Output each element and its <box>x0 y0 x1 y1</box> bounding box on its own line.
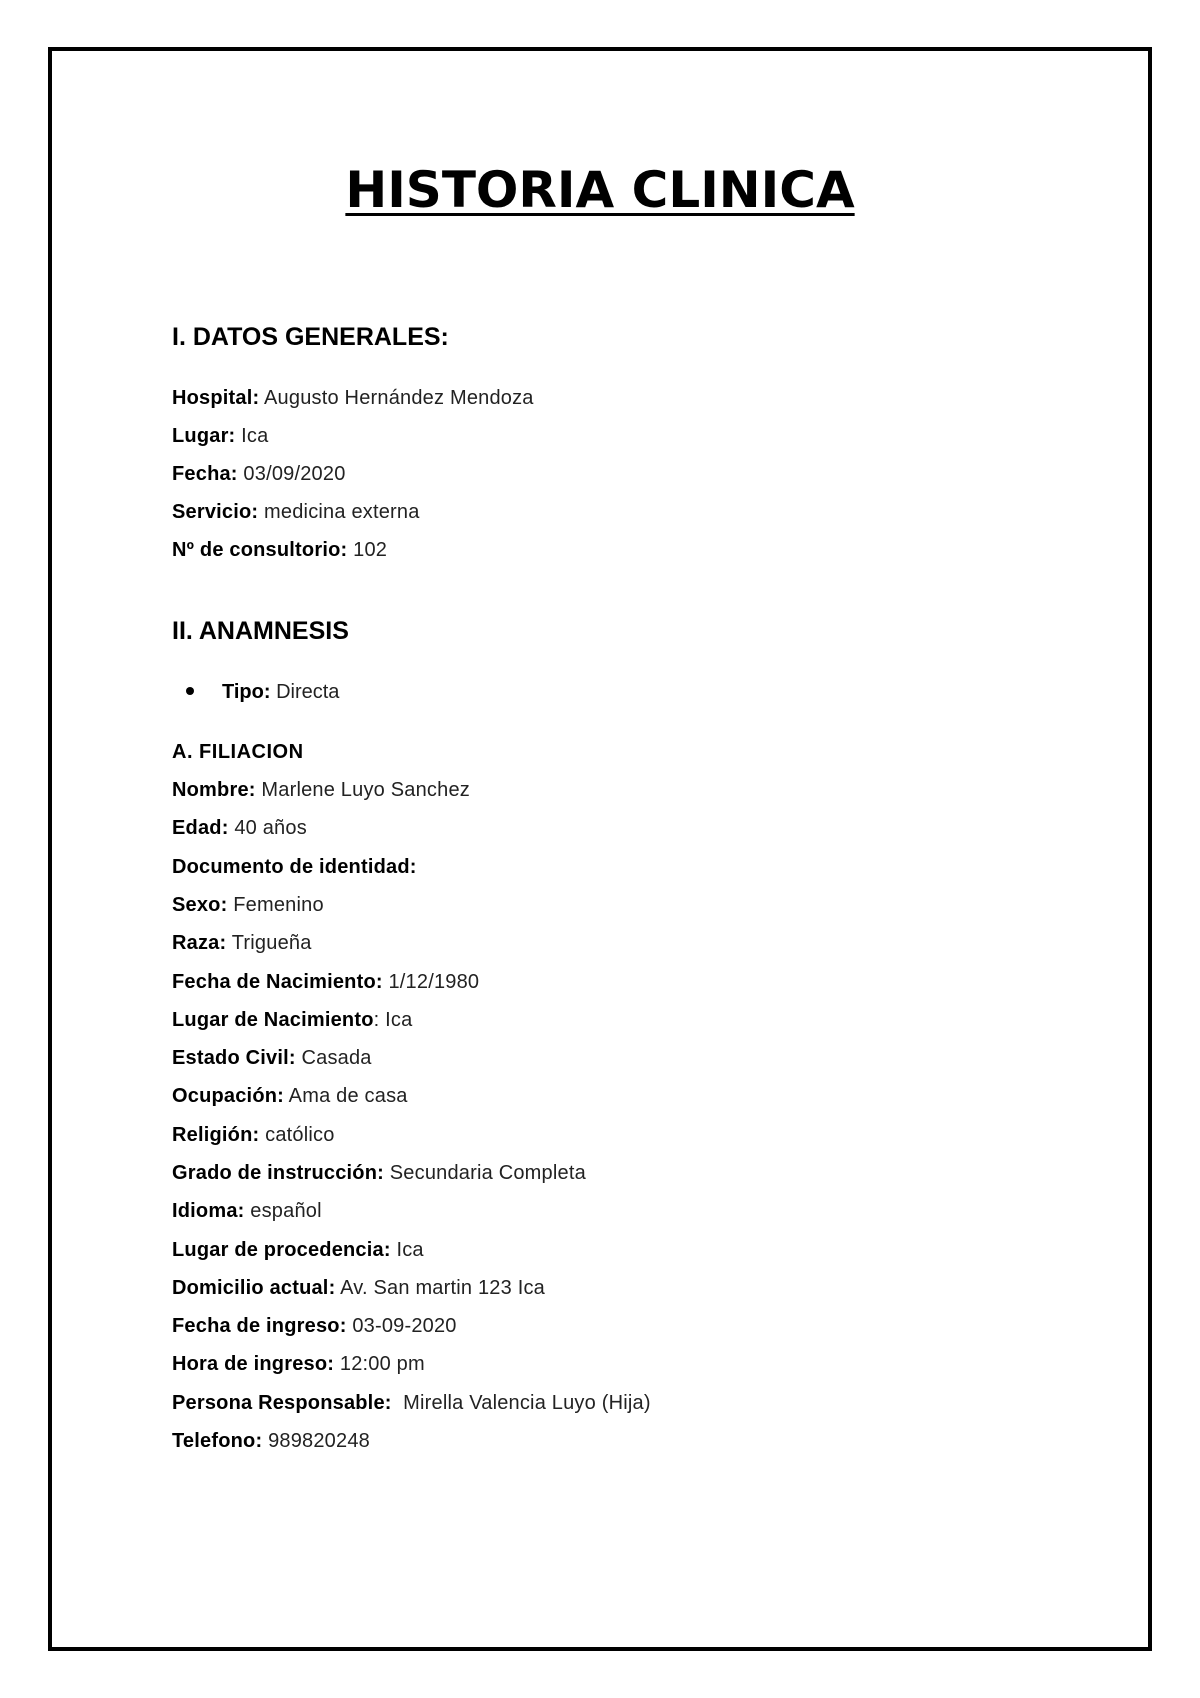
field-fecha-ingreso <box>172 1314 457 1338</box>
field-value: 1/12/1980 <box>382 971 480 993</box>
field-fecha <box>172 462 346 486</box>
field-lugar-nacimiento <box>172 1008 412 1032</box>
field-label: Lugar de Nacimiento <box>172 1009 374 1031</box>
field-value: 03/09/2020 <box>237 463 346 485</box>
field-hora-ingreso <box>172 1352 425 1376</box>
field-label: Estado Civil: <box>172 1047 296 1069</box>
field-value: medicina externa <box>258 501 420 523</box>
field-label: Ocupación: <box>172 1085 285 1107</box>
field-hospital <box>172 386 534 410</box>
field-value: Marlene Luyo Sanchez <box>255 779 470 801</box>
field-label: Fecha de Nacimiento: <box>172 971 383 993</box>
field-servicio <box>172 500 420 524</box>
field-persona-responsable <box>172 1391 651 1415</box>
bullet-item-tipo <box>186 680 339 704</box>
field-value: español <box>244 1200 322 1222</box>
field-value: 12:00 pm <box>334 1353 425 1375</box>
field-label: Fecha de ingreso: <box>172 1315 347 1337</box>
field-label: Nº de consultorio: <box>172 539 348 561</box>
field-lugar <box>172 424 268 448</box>
field-label: Nombre: <box>172 779 256 801</box>
section-heading-anamnesis: II. ANAMNESIS <box>172 617 349 645</box>
field-value: Augusto Hernández Mendoza <box>259 387 534 409</box>
field-lugar-procedencia <box>172 1238 424 1262</box>
field-label: Lugar: <box>172 425 236 447</box>
field-label: Servicio: <box>172 501 259 523</box>
field-value: Av. San martin 123 Ica <box>335 1277 545 1299</box>
field-domicilio-actual <box>172 1276 545 1300</box>
document-title: HISTORIA CLINICA <box>345 161 855 219</box>
field-label: Religión: <box>172 1124 260 1146</box>
field-value: : Ica <box>373 1009 413 1031</box>
field-value: católico <box>259 1124 335 1146</box>
field-label: Telefono: <box>172 1430 263 1452</box>
field-label: Hospital: <box>172 387 260 409</box>
field-raza <box>172 931 312 955</box>
field-label: Fecha: <box>172 463 238 485</box>
field-label: Persona Responsable: <box>172 1392 392 1414</box>
subheading-filiacion: A. FILIACION <box>172 741 304 763</box>
field-edad <box>172 816 307 840</box>
field-estado-civil <box>172 1046 372 1070</box>
field-idioma <box>172 1199 322 1223</box>
field-value: Directa <box>270 681 340 703</box>
field-label: Hora de ingreso: <box>172 1353 335 1375</box>
field-value: Secundaria Completa <box>384 1162 586 1184</box>
field-value: Ama de casa <box>284 1085 408 1107</box>
field-label: Grado de instrucción: <box>172 1162 385 1184</box>
field-nombre <box>172 778 470 802</box>
field-label: Domicilio actual: <box>172 1277 336 1299</box>
field-religion <box>172 1123 335 1147</box>
field-value: Ica <box>390 1239 424 1261</box>
field-value: Femenino <box>227 894 324 916</box>
field-value: 03-09-2020 <box>346 1315 457 1337</box>
field-documento-identidad <box>172 855 417 879</box>
field-value: Casada <box>295 1047 372 1069</box>
field-value: 989820248 <box>262 1430 370 1452</box>
field-ocupacion <box>172 1084 408 1108</box>
field-value: Mirella Valencia Luyo (Hija) <box>391 1392 651 1414</box>
field-label: Lugar de procedencia: <box>172 1239 391 1261</box>
field-value: Trigueña <box>226 932 312 954</box>
bullet-icon <box>186 687 194 695</box>
field-grado-instruccion <box>172 1161 586 1185</box>
field-label: Idioma: <box>172 1200 245 1222</box>
field-label: Edad: <box>172 817 229 839</box>
field-telefono <box>172 1429 370 1453</box>
field-label: Tipo: <box>222 681 271 703</box>
field-value: 102 <box>347 539 388 561</box>
field-label: Raza: <box>172 932 227 954</box>
field-sexo <box>172 893 324 917</box>
field-value: 40 años <box>228 817 307 839</box>
field-label: Documento de identidad: <box>172 856 417 878</box>
field-value: Ica <box>235 425 269 447</box>
field-fecha-nacimiento <box>172 970 479 994</box>
field-label: Sexo: <box>172 894 228 916</box>
section-heading-datos-generales: I. DATOS GENERALES: <box>172 323 449 351</box>
field-consultorio <box>172 538 387 562</box>
